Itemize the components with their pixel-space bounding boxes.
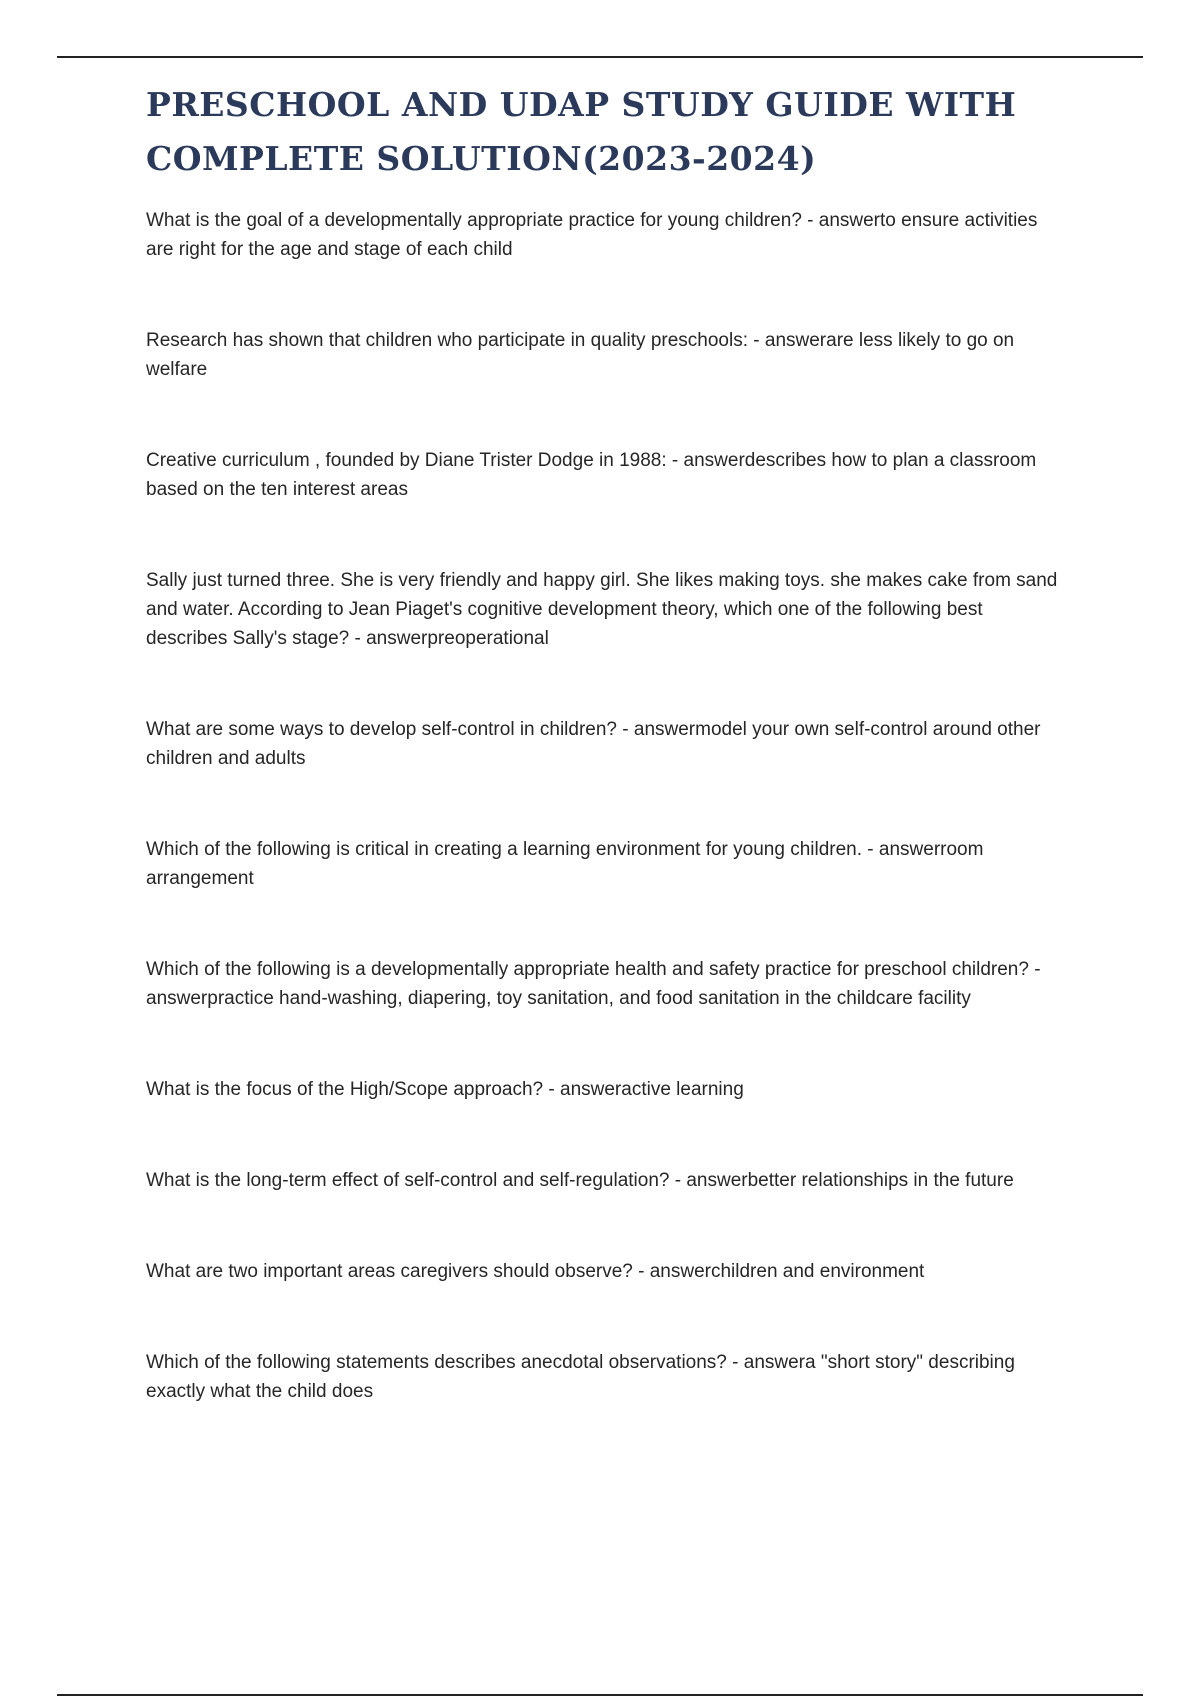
qa-item-11: Which of the following statements describes anecdotal observations? - answera "short story" describing exactly what the child does xyxy=(146,1352,1015,1402)
qa-item-2: Research has shown that children who participate in quality preschools: - answerare less likely to go on welfare xyxy=(146,330,1015,380)
bottom-divider xyxy=(57,1694,1143,1696)
qa-item-6: Which of the following is critical in creating a learning environment for young children. - answerroom arrangement xyxy=(146,839,984,889)
qa-item-8: What is the focus of the High/Scope approach? - answeractive learning xyxy=(146,1079,744,1100)
question-answer-list xyxy=(146,206,1066,1406)
qa-item-4: Sally just turned three. She is very friendly and happy girl. She likes making toys. she makes cake from sand and water. According to Jean Piaget's cognitive development theory, which one of the following best describes Sally's stage? - answerpreoperational xyxy=(146,570,1058,649)
qa-item-9: What is the long-term effect of self-control and self-regulation? - answerbetter relationships in the future xyxy=(146,1170,1014,1191)
document-page xyxy=(146,78,1066,1468)
qa-item-7: Which of the following is a developmentally appropriate health and safety practice for preschool children? - answerpractice hand-washing, diapering, toy sanitation, and food sanitation in the childcare facility xyxy=(146,959,1041,1009)
qa-item-5: What are some ways to develop self-control in children? - answermodel your own self-control around other children and adults xyxy=(146,719,1041,769)
top-divider xyxy=(57,56,1143,58)
qa-item-1: What is the goal of a developmentally appropriate practice for young children? - answerto ensure activities are right for the age and stage of each child xyxy=(146,210,1038,260)
qa-item-3: Creative curriculum , founded by Diane Trister Dodge in 1988: - answerdescribes how to plan a classroom based on the ten interest areas xyxy=(146,450,1037,500)
qa-item-10: What are two important areas caregivers should observe? - answerchildren and environment xyxy=(146,1261,925,1282)
document-title: PRESCHOOL AND UDAP STUDY GUIDE WITH COMPLETE SOLUTION(2023-2024) xyxy=(146,85,1017,178)
